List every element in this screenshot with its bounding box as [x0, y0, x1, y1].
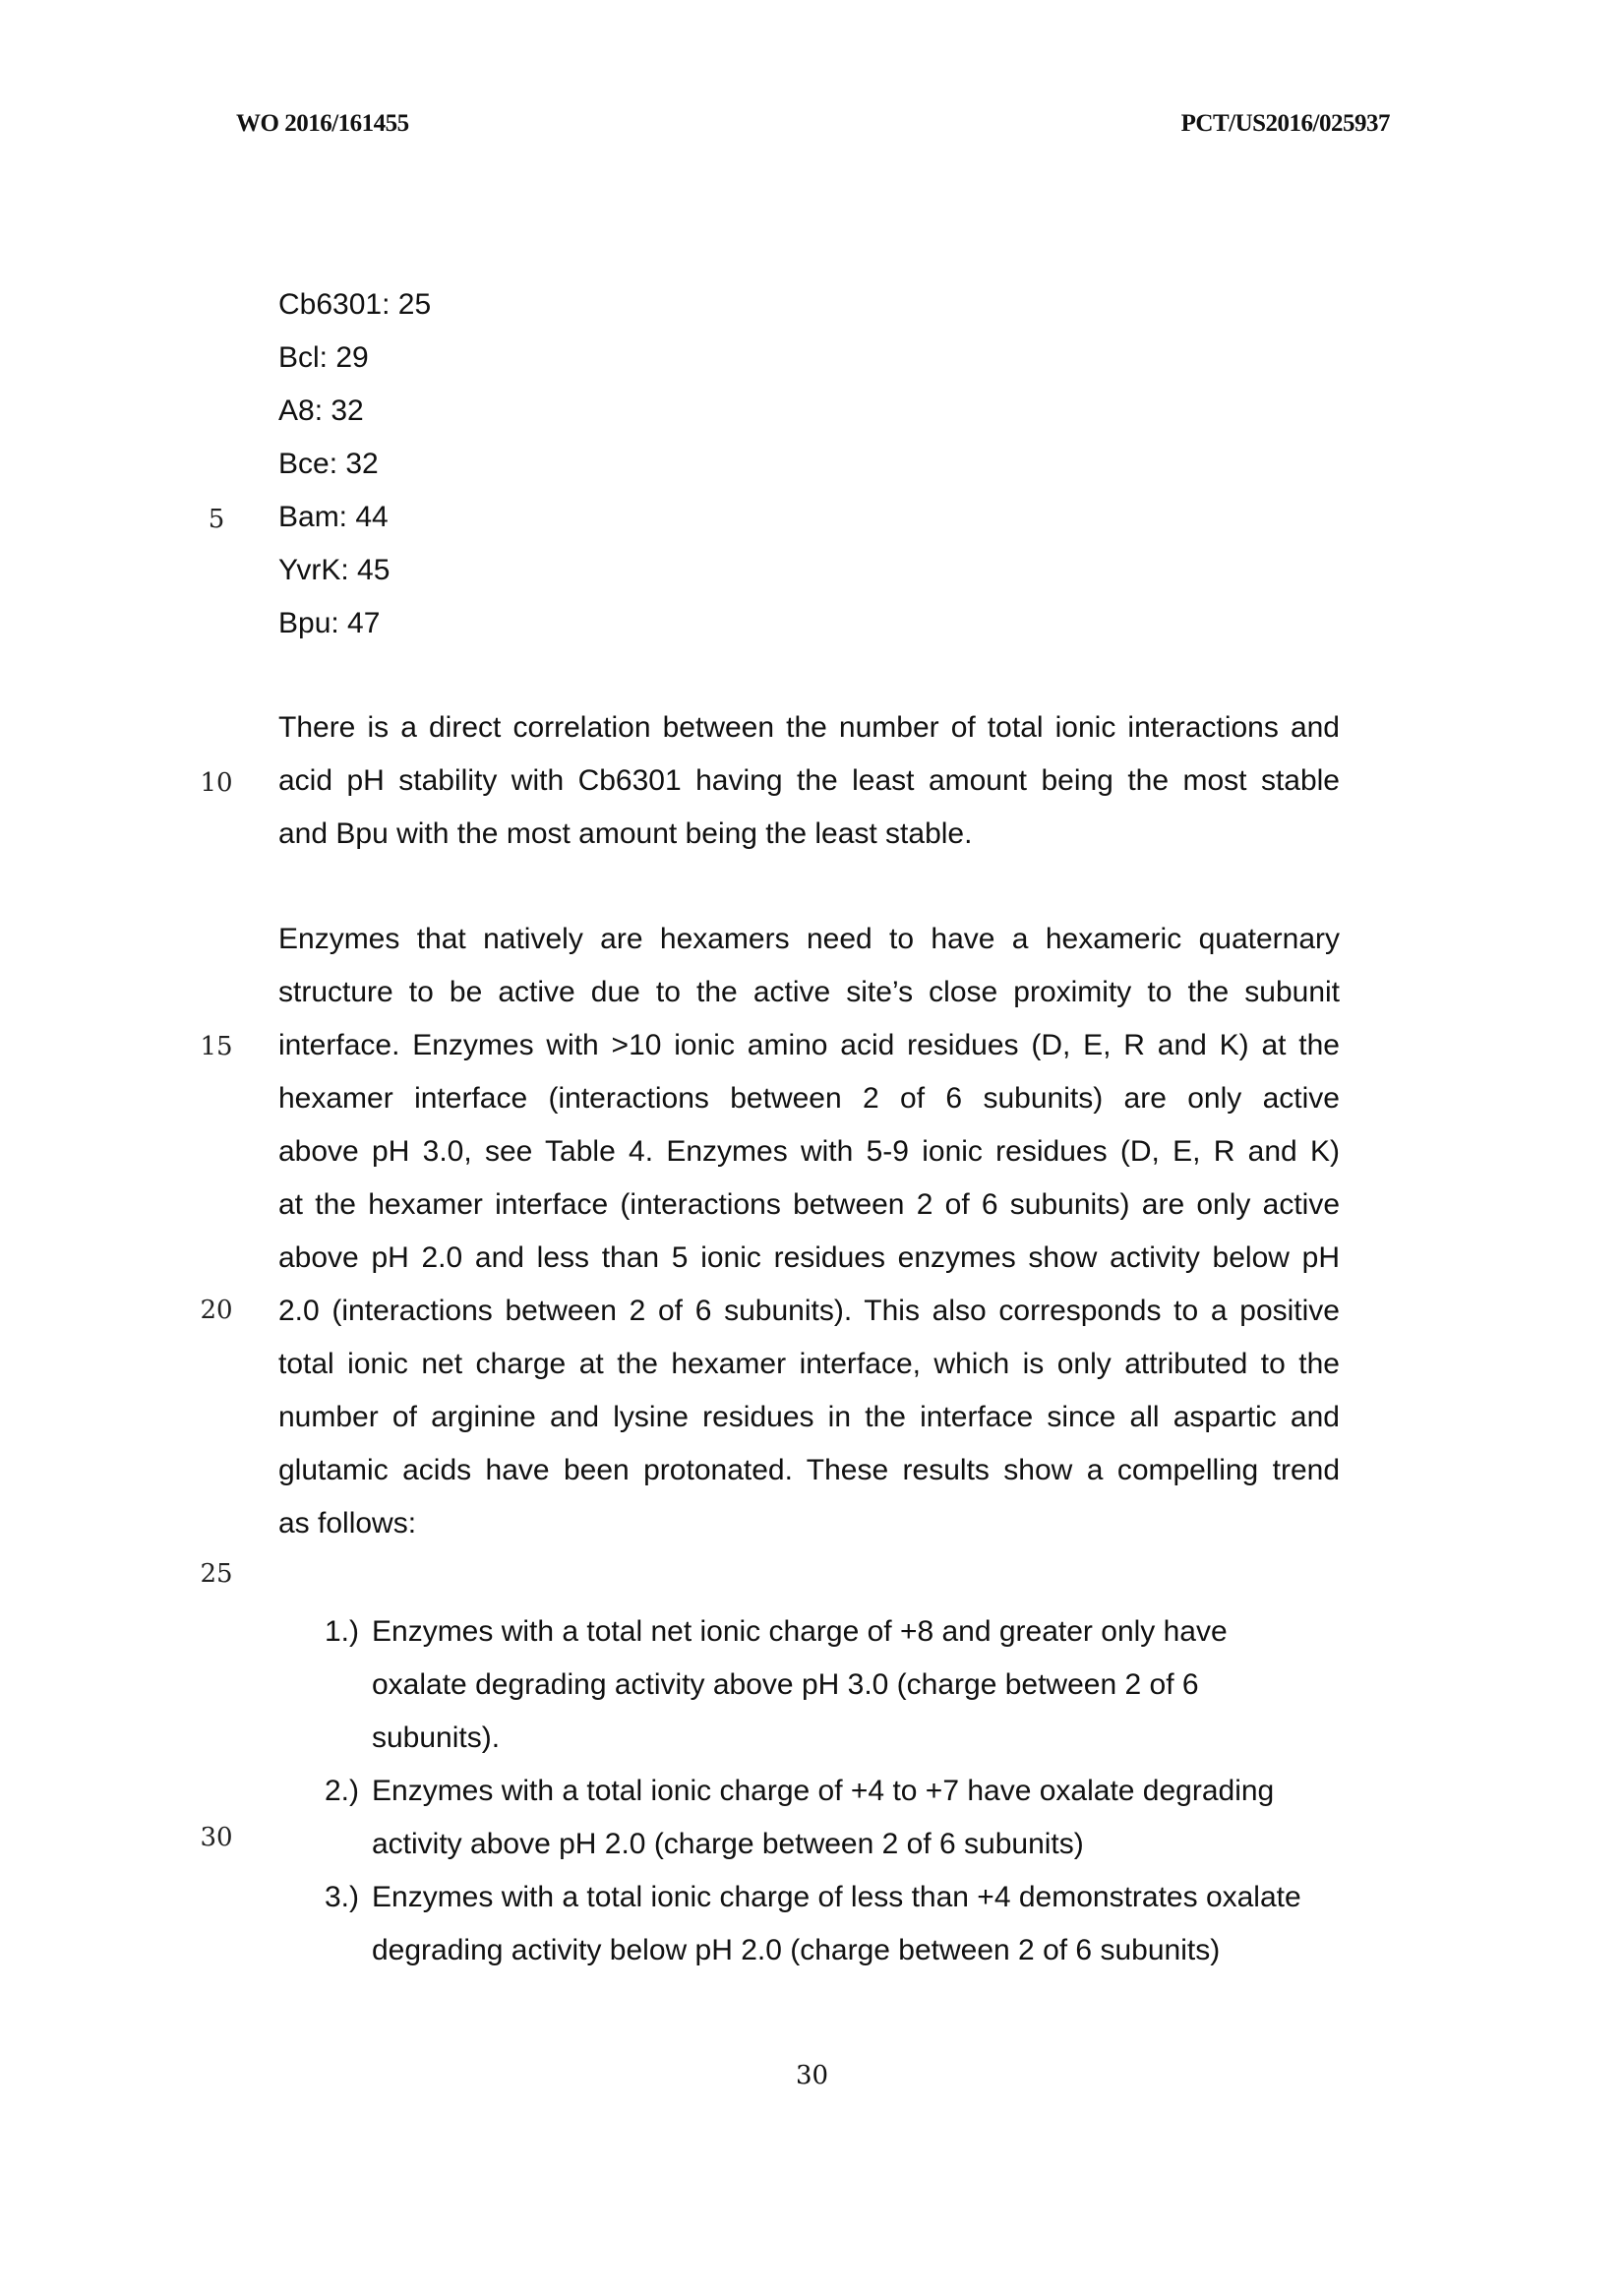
- page-number: 30: [795, 2061, 829, 2090]
- paragraph-line: Enzymes that natively are hexamers need to have a hexameric quaternary: [278, 923, 1340, 955]
- trend-item-line: subunits).: [372, 1721, 501, 1754]
- line-number-30: 30: [200, 1823, 233, 1852]
- paragraph-line: 2.0 (interactions between 2 of 6 subunits). This also corresponds to a positive: [278, 1295, 1340, 1327]
- paragraph-line: acid pH stability with Cb6301 having the least amount being the most stable: [278, 764, 1340, 797]
- trend-item-line: oxalate degrading activity above pH 3.0 (charge between 2 of 6: [372, 1668, 1199, 1701]
- list-item: Bcl: 29: [278, 341, 369, 374]
- trend-item-number: 3.): [325, 1881, 360, 1913]
- paragraph-correlation: [278, 701, 1340, 861]
- list-item: Bpu: 47: [278, 607, 381, 639]
- paragraph-line: hexamer interface (interactions between 2 of 6 subunits) are only active: [278, 1082, 1340, 1115]
- trend-item-line: degrading activity below pH 2.0 (charge between 2 of 6 subunits): [372, 1934, 1221, 1966]
- list-item: YvrK: 45: [278, 554, 391, 586]
- line-number-10: 10: [200, 768, 233, 798]
- trend-item-line: Enzymes with a total ionic charge of +4 to +7 have oxalate degrading: [372, 1775, 1275, 1807]
- trend-item-line: activity above pH 2.0 (charge between 2 of 6 subunits): [372, 1828, 1084, 1860]
- trend-item-number: 2.): [325, 1775, 360, 1807]
- trend-item-line: Enzymes with a total net ionic charge of +8 and greater only have: [372, 1615, 1228, 1648]
- paragraph-line: interface. Enzymes with >10 ionic amino acid residues (D, E, R and K) at the: [278, 1029, 1340, 1061]
- application-number: PCT/US2016/025937: [1180, 110, 1390, 137]
- line-number-5: 5: [208, 505, 225, 534]
- list-item: Bce: 32: [278, 448, 379, 480]
- list-item: Bam: 44: [278, 501, 389, 533]
- trend-item-number: 1.): [325, 1615, 360, 1648]
- paragraph-line: number of arginine and lysine residues in the interface since all aspartic and: [278, 1401, 1340, 1433]
- list-item: Cb6301: 25: [278, 288, 432, 321]
- paragraph-line: There is a direct correlation between the number of total ionic interactions and: [278, 711, 1340, 744]
- trend-item-line: Enzymes with a total ionic charge of less than +4 demonstrates oxalate: [372, 1881, 1301, 1913]
- paragraph-line: above pH 3.0, see Table 4. Enzymes with 5-9 ionic residues (D, E, R and K): [278, 1135, 1340, 1168]
- publication-number: WO 2016/161455: [236, 110, 409, 137]
- paragraph-line: and Bpu with the most amount being the least stable.: [278, 817, 973, 850]
- paragraph-line: glutamic acids have been protonated. These results show a compelling trend: [278, 1454, 1340, 1486]
- line-number-20: 20: [200, 1296, 233, 1325]
- paragraph-line: structure to be active due to the active site’s close proximity to the subunit: [278, 976, 1340, 1008]
- paragraph-line: at the hexamer interface (interactions between 2 of 6 subunits) are only active: [278, 1188, 1340, 1221]
- paragraph-line: as follows:: [278, 1507, 417, 1540]
- line-number-25: 25: [200, 1559, 233, 1589]
- line-number-15: 15: [200, 1032, 233, 1061]
- paragraph-line: total ionic net charge at the hexamer interface, which is only attributed to the: [278, 1348, 1340, 1380]
- list-item: A8: 32: [278, 394, 364, 427]
- paragraph-hexamer-interface: [278, 913, 1340, 1550]
- paragraph-line: above pH 2.0 and less than 5 ionic residues enzymes show activity below pH: [278, 1241, 1340, 1274]
